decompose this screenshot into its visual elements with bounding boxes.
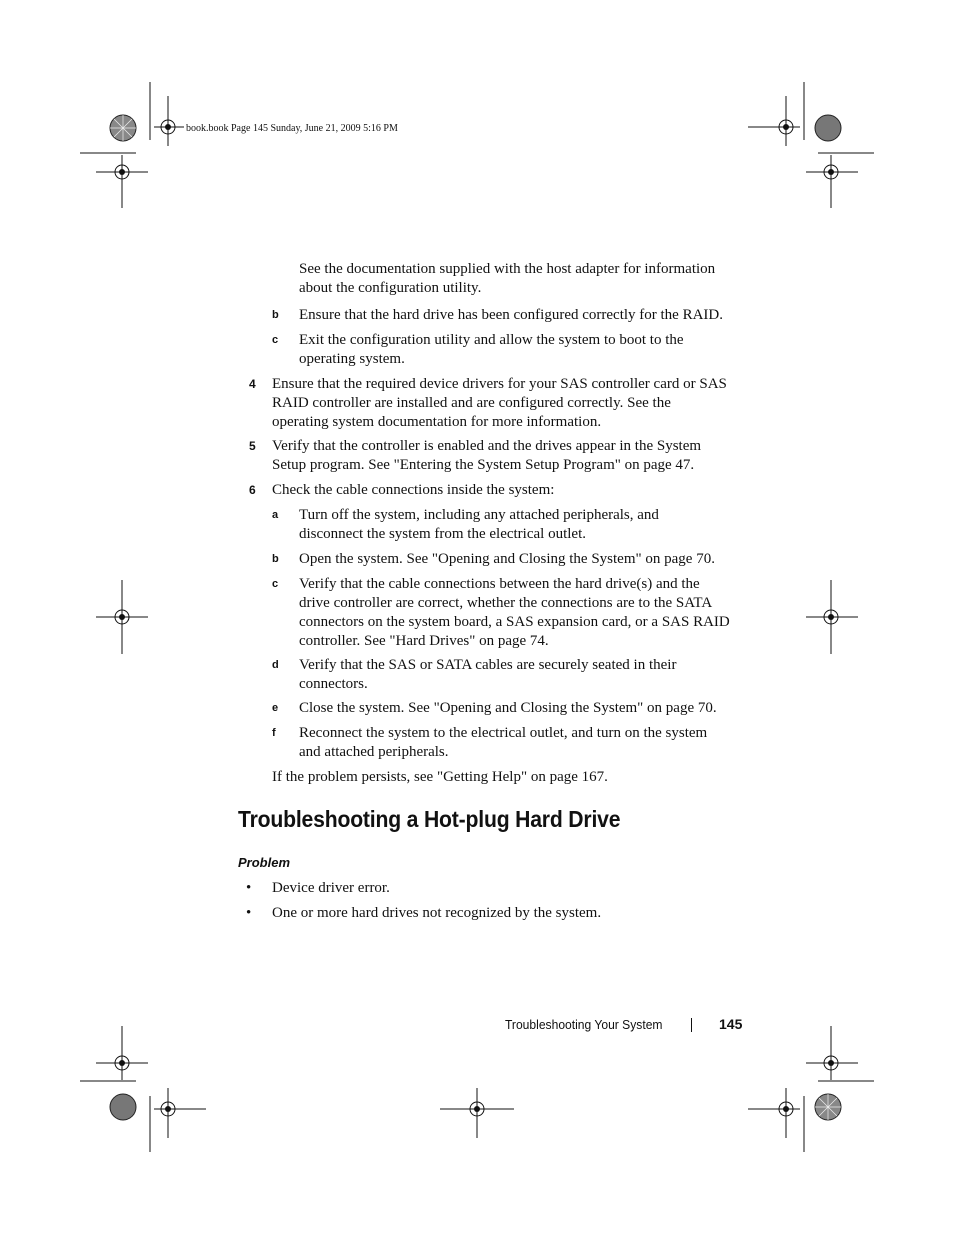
step-marker: b [272, 553, 279, 565]
footer-section-title: Troubleshooting Your System [505, 1017, 663, 1032]
text-line: Ensure that the required device drivers for your SAS controller card or SAS [272, 376, 727, 392]
step-marker: f [272, 727, 276, 739]
intro-paragraph [299, 260, 715, 298]
bullet-item [246, 879, 390, 898]
problem-subheading: Problem [238, 855, 291, 870]
text-line: Open the system. See "Opening and Closing the System" on page 70. [299, 551, 715, 567]
text-line: drive controller are correct, whether the connections are to the SATA [299, 595, 713, 611]
page-number: 145 [719, 1016, 743, 1032]
text-line: operating system. [299, 351, 405, 367]
text-line: Exit the configuration utility and allow the system to boot to the [299, 332, 684, 348]
bullet-text: Device driver error. [272, 880, 390, 896]
text-line: See the documentation supplied with the host adapter for information [299, 261, 716, 277]
step-marker: d [272, 659, 279, 671]
list-item [299, 331, 684, 369]
text-line: Setup program. See "Entering the System Setup Program" on page 47. [272, 457, 695, 473]
text-line: Ensure that the hard drive has been configured correctly for the RAID. [299, 307, 724, 323]
footer-separator [691, 1018, 692, 1032]
bullet-text: One or more hard drives not recognized by the system. [272, 905, 602, 921]
step-marker: c [272, 334, 279, 346]
bullet-item [246, 904, 602, 923]
step-marker: b [272, 309, 279, 321]
list-item [299, 724, 707, 762]
text-line: controller. See "Hard Drives" on page 74. [299, 633, 549, 649]
list-item [299, 575, 730, 651]
list-item [299, 306, 723, 325]
list-item [299, 656, 676, 694]
text-line: connectors on the system board, a SAS expansion card, or a SAS RAID [299, 614, 730, 630]
list-item [272, 437, 701, 475]
text-line: Turn off the system, including any attached peripherals, and [299, 507, 659, 523]
text-line: operating system documentation for more information. [272, 414, 602, 430]
step-marker: a [272, 509, 279, 521]
step-number: 6 [249, 483, 256, 497]
text-line: Verify that the cable connections between the hard drive(s) and the [299, 576, 700, 592]
step-marker: c [272, 578, 279, 590]
text-line: Close the system. See "Opening and Closing the System" on page 70. [299, 700, 717, 716]
text-line: Verify that the SAS or SATA cables are securely seated in their [299, 657, 677, 673]
step-number: 5 [249, 439, 256, 453]
list-item [299, 506, 659, 544]
text-line: about the configuration utility. [299, 280, 482, 296]
section-heading: Troubleshooting a Hot-plug Hard Drive [238, 806, 621, 832]
text-line: disconnect the system from the electrical outlet. [299, 526, 586, 542]
bullet-glyph: • [246, 905, 252, 921]
list-item [299, 550, 715, 569]
text-line: and attached peripherals. [299, 744, 449, 760]
list-item [272, 375, 727, 432]
text-line: Reconnect the system to the electrical outlet, and turn on the system [299, 725, 708, 741]
persist-note: If the problem persists, see "Getting Help" on page 167. [272, 769, 608, 785]
text-line: Verify that the controller is enabled and the drives appear in the System [272, 438, 702, 454]
text-line: Check the cable connections inside the system: [272, 482, 555, 498]
bullet-glyph: • [246, 880, 252, 896]
step-number: 4 [249, 377, 256, 391]
list-item [272, 481, 554, 500]
text-line: connectors. [299, 676, 368, 692]
list-item [299, 699, 717, 718]
text-line: RAID controller are installed and are configured correctly. See the [272, 395, 671, 411]
print-slug: book.book Page 145 Sunday, June 21, 2009 5:16 PM [186, 123, 398, 134]
step-marker: e [272, 702, 279, 714]
